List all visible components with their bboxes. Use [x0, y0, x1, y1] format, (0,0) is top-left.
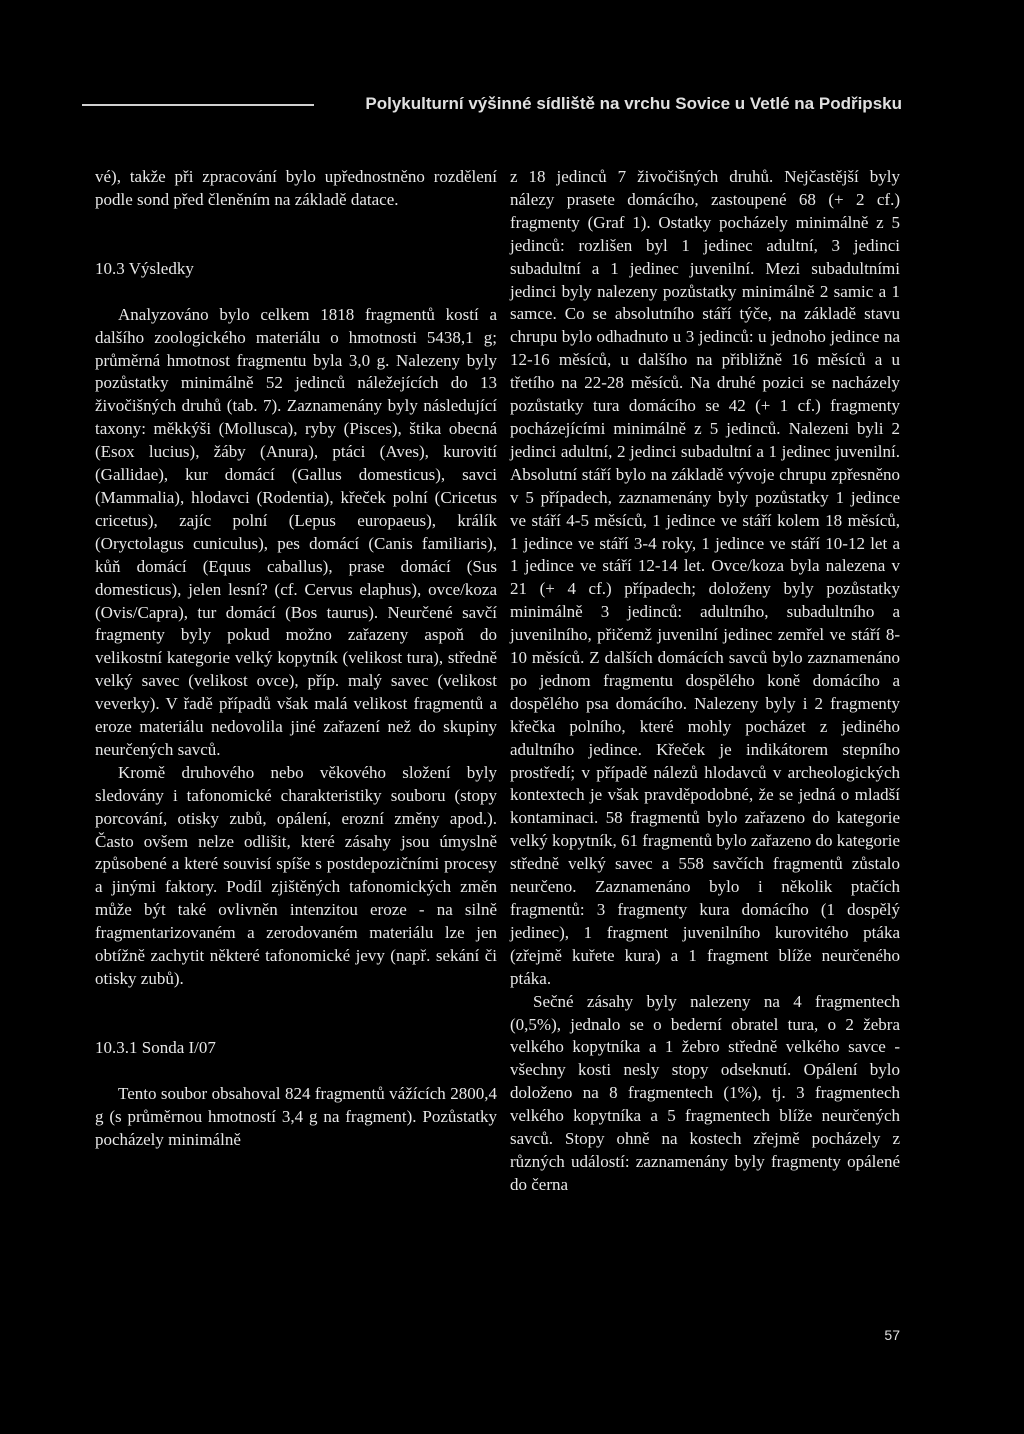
paragraph-cuts: Sečné zásahy byly nalezeny na 4 fragmentech (0,5%), jednalo se o bederní obratel tura, o 2 žebra velkého kopytníka a 1 žebro středně velkého savce - všechny kosti nesly stopy odseknutí. Opálení bylo doloženo na 8 fragmentech (1%), tj. 3 fragmentech velkého kopytníka a 5 fragmentech blíže neurčených savců. Stopy ohně na kostech zřejmě pocházely z různých událostí: zaznamenány byly fragmenty opálené do černa [510, 991, 900, 1194]
page-number: 57 [884, 1327, 900, 1343]
section-heading-results: 10.3 Výsledky [95, 258, 194, 278]
running-header-title: Polykulturní výšinné sídliště na vrchu Sovice u Vetlé na Podřipsku [365, 94, 902, 113]
paragraph-taphonomy: Kromě druhového nebo věkového složení byly sledovány i tafonomické charakteristiky souboru (stopy porcování, otisky zubů, opálení, erozní změny apod.). Často ovšem nelze odlišit, které zásahy jsou úmyslně způsobené a které souvisí spíše s postdepozičními procesy a jinými faktory. Podíl zjištěných tafonomických změn může být také ovlivněn intenzitou eroze - na silně fragmentarizovaném a zerodovaném materiálu lze jen obtížně zachytit některé tafonomické jevy (např. sekání či otisky zubů). [95, 762, 497, 988]
paragraph-intro: vé), takže při zpracování bylo upřednostněno rozdělení podle sond před členěním na základě datace. [95, 167, 497, 209]
paragraph-results: Analyzováno bylo celkem 1818 fragmentů kostí a dalšího zoologického materiálu o hmotnosti 5438,1 g; průměrná hmotnost fragmentu byla 3,0 g. Nalezeny byly pozůstatky minimálně 52 jedinců náležejících do 13 živočišných druhů (tab. 7). Zaznamenány byly následující taxony: měkkýši (Mollusca), ryby (Pisces), štika obecná (Esox lucius), žáby (Anura), ptáci (Aves), kurovití (Gallidae), kur domácí (Gallus domesticus), savci (Mammalia), hlodavci (Rodentia), křeček polní (Cricetus cricetus), zajíc polní (Lepus europaeus), králík (Oryctolagus cuniculus), pes domácí (Canis familiaris), kůň domácí (Equus caballus), prase domácí (Sus domesticus), jelen lesní? (cf. Cervus elaphus), ovce/koza (Ovis/Capra), tur domácí (Bos taurus). Neurčené savčí fragmenty byly pokud možno zařazeny aspoň do velikostní kategorie velký kopytník (velikost tura), středně velký savec (velikost ovce), příp. malý savec (velikost veverky). V řadě případů však malá velikost fragmentů a eroze materiálu nedovolila jiné zařazení než do skupiny neurčených savců. [95, 304, 497, 759]
paragraph-sonda: Tento soubor obsahoval 824 fragmentů vážících 2800,4 g (s průměrnou hmotností 3,4 g na fragment). Pozůstatky pocházely minimálně [95, 1083, 497, 1149]
paragraph-continued: z 18 jedinců 7 živočišných druhů. Nejčastější byly nálezy prasete domácího, zastoupené 68 (+ 2 cf.) fragmenty (Graf 1). Ostatky pocházely minimálně z 5 jedinců: rozlišen byl 1 jedinec adultní, 3 jedinci subadultní a 1 jedinec juvenilní. Mezi subadultními jedinci byly nalezeny pozůstatky minimálně 2 samic a 1 samce. Co se absolutního stáří týče, na základě stavu chrupu bylo odhadnuto u 3 jedinců: u jednoho jedince na 12-16 měsíců, u dalšího na přibližně 16 měsíců a u třetího na 22-28 měsíců. Na druhé pozici se nacházely pozůstatky tura domácího se 42 (+ 1 cf.) fragmenty pocházejícími minimálně z 5 jedinců. Nalezeni byli 2 jedinci adultní, 2 jedinci subadultní a 1 jedinec juvenilní. Absolutní stáří bylo na základě vývoje chrupu zpřesněno v 5 případech, zaznamenány byly pozůstatky 1 jedince ve stáří 4-5 měsíců, 1 jedince ve stáří kolem 18 měsíců, 1 jedince ve stáří 3-4 roky, 1 jedince ve stáří 10-12 let a 1 jedince ve stáří 12-14 let. Ovce/koza byla nalezena v 21 (+ 4 cf.) případech; doloženy byly pozůstatky minimálně 3 jedinců: adultního, subadultního a juvenilního, přičemž juvenilní jedinec zemřel ve stáří 8-10 měsíců. Z dalších domácích savců bylo zaznamenáno po jednom fragmentu dospělého koně domácího a dospělého psa domácího. Nalezeny byly i 2 fragmenty křečka polního, které mohly pocházet z jediného adultního jedince. Křeček je indikátorem stepního prostředí; v případě nálezů hlodavců v archeologických kontextech je však pravděpodobné, že se jedná o mladší kontaminaci. 58 fragmentů bylo zařazeno do kategorie velký kopytník, 61 fragmentů bylo zařazeno do kategorie středně velký savec a 558 savčích fragmentů zůstalo neurčeno. Zaznamenáno bylo i několik ptačích fragmentů: 3 fragmenty kura domácího (1 dospělý jedinec), 1 fragment juvenilního kurovitého ptáka (zřejmě kuřete kura) a 1 fragment blíže neurčeného ptáka. [510, 167, 900, 988]
right-column [510, 166, 900, 1197]
header-rule [82, 104, 314, 106]
left-column [95, 166, 497, 1152]
section-heading-sonda: 10.3.1 Sonda I/07 [95, 1037, 216, 1057]
